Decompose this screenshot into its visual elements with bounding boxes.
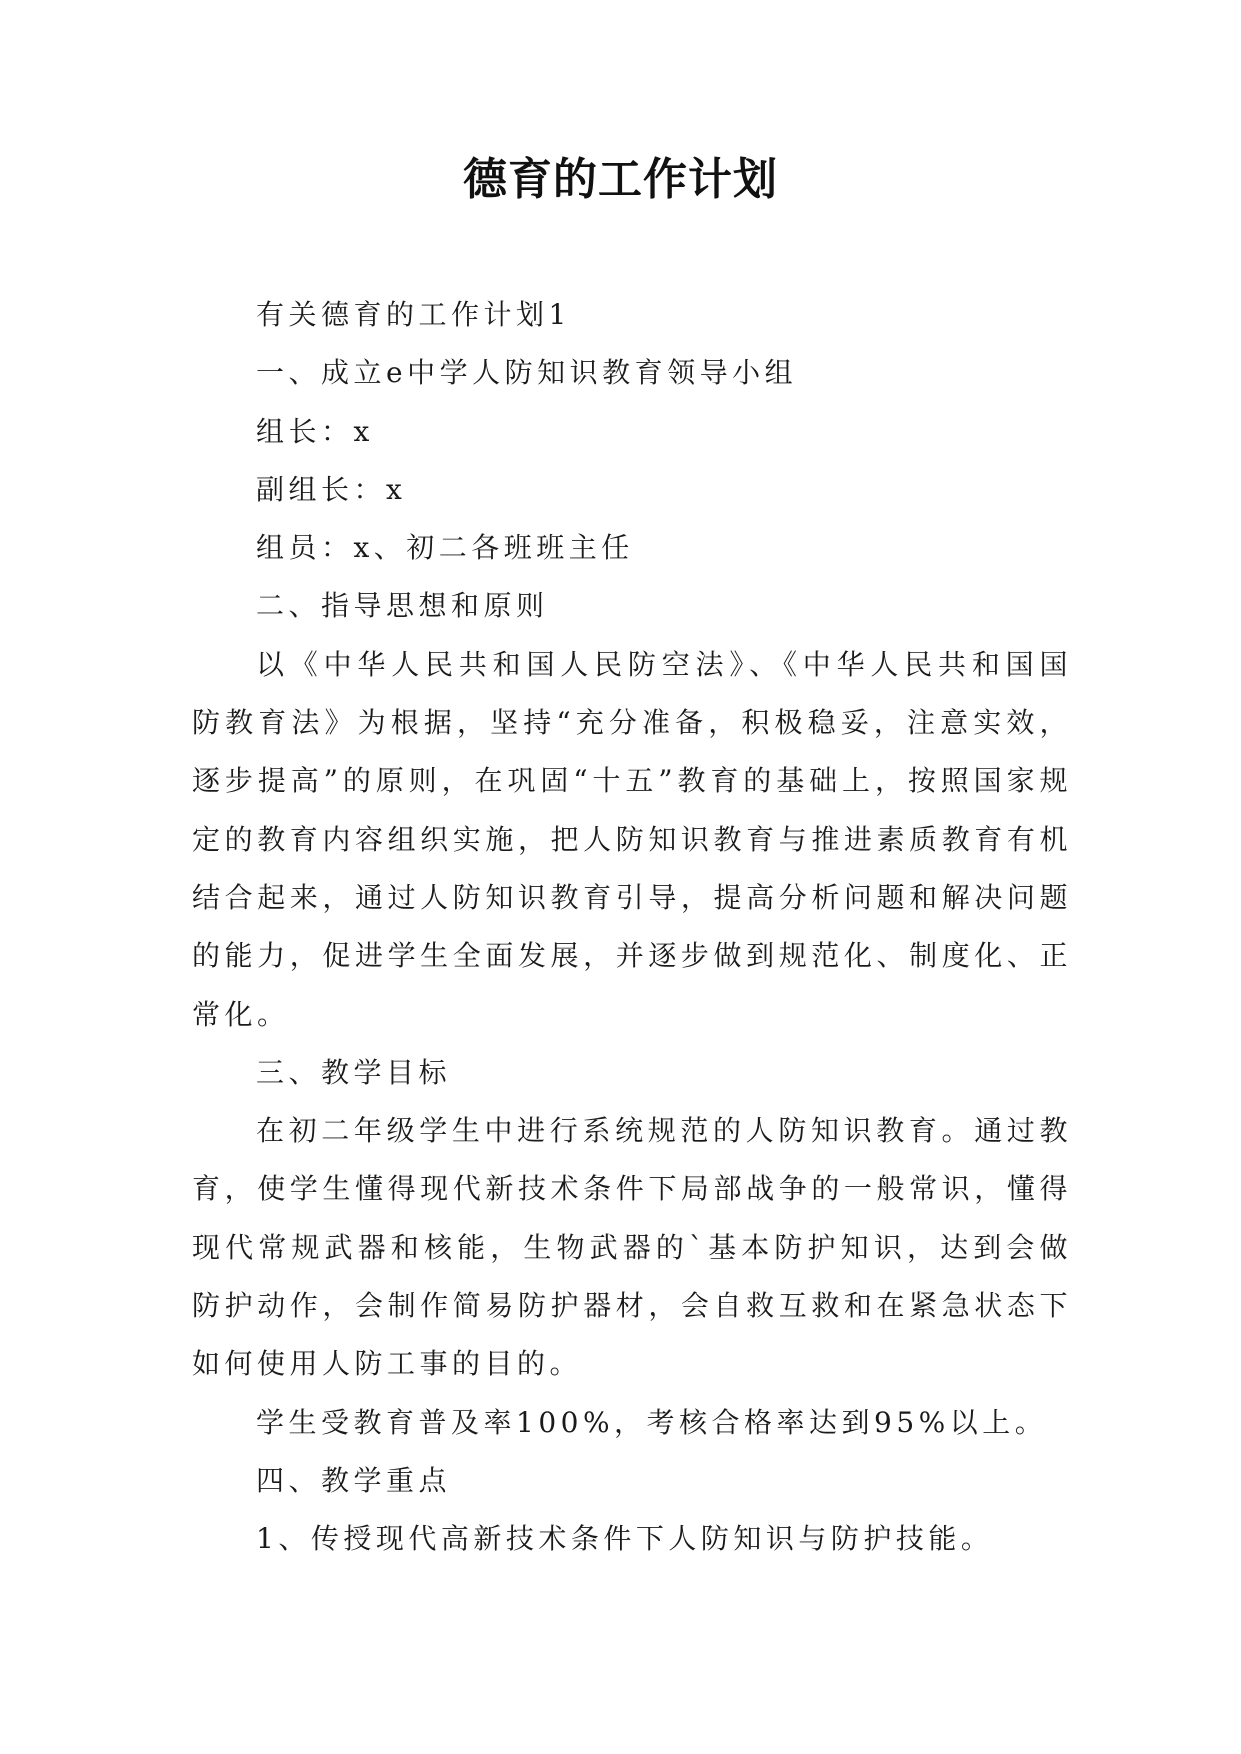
- subtitle-paragraph: 有关德育的工作计划1: [256, 298, 571, 331]
- guiding-principles-paragraph: 以《中华人民共和国人民防空法》、《中华人民共和国国防教育法》为根据，坚持“充分准备，积极稳妥，注意实效，逐步提高”的原则，在巩固“十五”教育的基础上，按照国家规定的教育内容组织实施，把人防知识教育与推进素质教育有机结合起来，通过人防知识教育引导，提高分析问题和解决问题的能力，促进学生全面发展，并逐步做到规范化、制度化、正常化。: [192, 647, 1072, 1031]
- teaching-focus-item-1: 1、传授现代高新技术条件下人防知识与防护技能。: [256, 1522, 994, 1556]
- deputy-leader-line: 副组长：x: [256, 472, 407, 506]
- section-heading-teaching-goals: 三、教学目标: [256, 1055, 452, 1089]
- section-heading-teaching-focus: 四、教学重点: [256, 1463, 452, 1497]
- section-heading-guiding-principles: 二、指导思想和原则: [256, 589, 549, 623]
- document-body: [192, 286, 1072, 1569]
- group-leader-line: 组长：x: [256, 414, 374, 448]
- document-title: 德育的工作计划: [463, 154, 778, 205]
- coverage-rate-paragraph: 学生受教育普及率100%，考核合格率达到95%以上。: [256, 1405, 1048, 1439]
- group-members-line: 组员：x、初二各班班主任: [256, 531, 634, 565]
- section-heading-leadership-group: 一、成立e中学人防知识教育领导小组: [256, 356, 798, 390]
- teaching-goals-paragraph: 在初二年级学生中进行系统规范的人防知识教育。通过教育，使学生懂得现代新技术条件下局部战争的一般常识，懂得现代常规武器和核能，生物武器的`基本防护知识，达到会做防护动作，会制作简易防护器材，会自救互救和在紧急状态下如何使用人防工事的目的。: [192, 1114, 1072, 1381]
